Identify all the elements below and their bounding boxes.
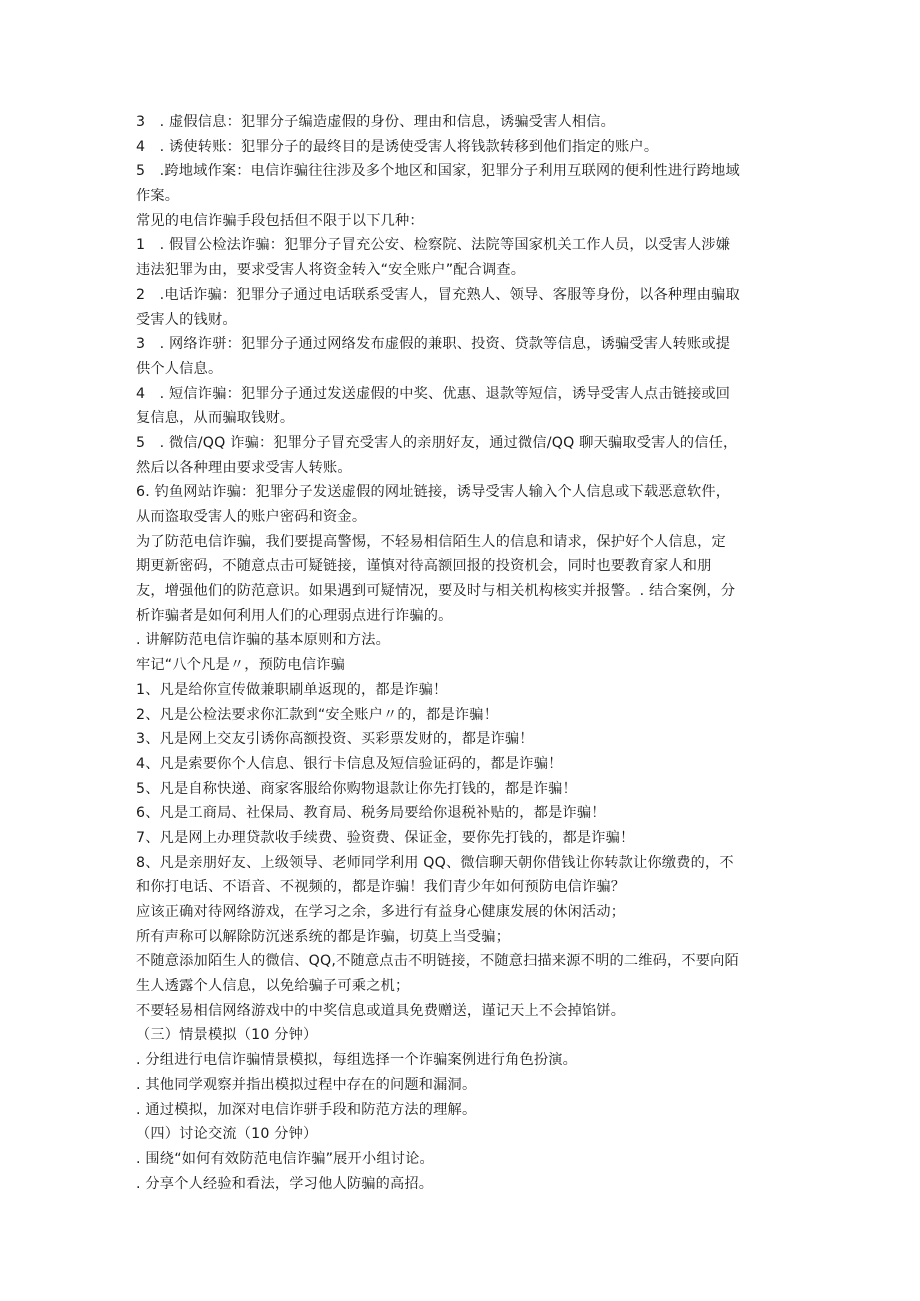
text-line: 不要轻易相信网络游戏中的中奖信息或道具免费赠送，谨记天上不会掉馅饼。 [136, 1002, 626, 1019]
list-item: 2、凡是公检法要求你汇款到“安全账户〃的，都是诈骗！ [136, 706, 499, 723]
text-line: 5 . 微信/QQ 诈骗：犯罪分子冒充受害人的亲朋好友，通过微信/QQ 聊天骗取受害人的信任， [136, 434, 738, 451]
list-item: 7、凡是网上办理贷款收手续费、验资费、保证金，要你先打钱的，都是诈骗！ [136, 829, 635, 846]
section-heading: （三）情景模拟（10 分钟） [136, 1027, 318, 1044]
text-line: 不随意添加陌生人的微信、QQ,不随意点击不明链接，不随意扫描来源不明的二维码，不要向陌 [136, 953, 739, 970]
text-line: 然后以各种理由要求受害人转账。 [136, 459, 352, 476]
text-line: 4 . 短信诈骗：犯罪分子通过发送虚假的中奖、优惠、退款等短信，诱导受害人点击链接或回 [136, 385, 731, 402]
text-line: . 其他同学观察并指出模拟过程中存在的问题和漏洞。 [136, 1076, 477, 1093]
list-item: 5、凡是自称快递、商家客服给你购物退款让你先打钱的，都是诈骗！ [136, 780, 577, 797]
section-heading: （四）讨论交流（10 分钟） [136, 1126, 318, 1143]
text-line: 友，增强他们的防范意识。如果遇到可疑情况，要及时与相关机构核实并报警。. 结合案例，分 [136, 583, 736, 600]
text-line: 和你打电话、不语音、不视频的，都是诈骗！我们青少年如何预防电信诈骗？ [136, 879, 626, 896]
list-item: 3、凡是网上交友引诱你高额投资、买彩票发财的，都是诈骗！ [136, 731, 534, 748]
text-line: 4 . 诱使转账：犯罪分子的最终目的是诱使受害人将钱款转移到他们指定的账户。 [136, 138, 659, 155]
text-line: . 围绕“如何有效防范电信诈骗”展开小组讨论。 [136, 1150, 434, 1167]
text-line: 6. 钓鱼网站诈骗：犯罪分子发送虚假的网址链接，诱导受害人输入个人信息或下载恶意软件， [136, 484, 731, 501]
list-item: 1、凡是给你宣传做兼职刷单返现的，都是诈骗！ [136, 681, 448, 698]
text-line: 5 .跨地域作案：电信诈骗往往涉及多个地区和国家，犯罪分子利用互联网的便利性进行跨地域 [136, 163, 740, 180]
text-line: 生人透露个人信息，以免给骗子可乘之机； [136, 978, 410, 995]
document-body [136, 110, 784, 1196]
text-line: 为了防范电信诈骗，我们要提高警惕，不轻易相信陌生人的信息和请求，保护好个人信息，定 [136, 533, 726, 550]
text-line: 应该正确对待网络游戏，在学习之余，多进行有益身心健康发展的休闲活动； [136, 904, 626, 920]
text-line: 从而盗取受害人的账户密码和资金。 [136, 509, 367, 525]
text-line: 受害人的钱财。 [136, 311, 237, 328]
text-line: 供个人信息。 [136, 360, 223, 377]
text-line: 违法犯罪为由，要求受害人将资金转入“安全账户”配合调查。 [136, 262, 526, 279]
list-item: 6、凡是工商局、社保局、教育局、税务局要给你退税补贴的，都是诈骗！ [136, 805, 606, 822]
text-line: . 分享个人经验和看法，学习他人防骗的高招。 [136, 1175, 434, 1192]
text-line: . 讲解防范电信诈骗的基本原则和方法。 [136, 632, 391, 649]
text-line: 期更新密码，不随意点击可疑链接，谨慎对待高额回报的投资机会，同时也要教育家人和朋 [136, 558, 712, 575]
text-line: 2 .电话诈骗：犯罪分子通过电话联系受害人，冒充熟人、领导、客服等身份，以各种理由骗取 [136, 286, 740, 303]
text-line: 析诈骗者是如何利用人们的心理弱点进行诈骗的。 [136, 607, 453, 624]
section-intro: 常见的电信诈骗手段包括但不限于以下几种： [136, 212, 424, 229]
text-line: 1 . 假冒公检法诈骗：犯罪分子冒充公安、检察院、法院等国家机关工作人员，以受害人涉嫌 [136, 237, 731, 254]
list-item: 8、凡是亲朋好友、上级领导、老师同学利用 QQ、微信聊天朝你借钱让你转款让你缴费的，不 [136, 854, 734, 871]
text-line: 3 . 虚假信息：犯罪分子编造虚假的身份、理由和信息，诱骗受害人相信。 [136, 114, 616, 130]
text-line: 3 . 网络诈骈：犯罪分子通过网络发布虚假的兼职、投资、贷款等信息，诱骗受害人转账或提 [136, 336, 731, 353]
text-line: 作案。 [136, 188, 180, 205]
text-line: . 通过模拟，加深对电信诈骈手段和防范方法的理解。 [136, 1101, 477, 1118]
section-heading: 牢记“八个凡是〃，预防电信诈骗 [136, 657, 345, 674]
text-line: 所有声称可以解除防沉迷系统的都是诈骗，切莫上当受骗； [136, 928, 511, 945]
text-line: . 分组进行电信诈骗情景模拟，每组选择一个诈骗案例进行角色扮演。 [136, 1052, 578, 1069]
list-item: 4、凡是索要你个人信息、银行卡信息及短信验证码的，都是诈骗！ [136, 755, 563, 772]
text-line: 复信息，从而骗取钱财。 [136, 410, 295, 427]
